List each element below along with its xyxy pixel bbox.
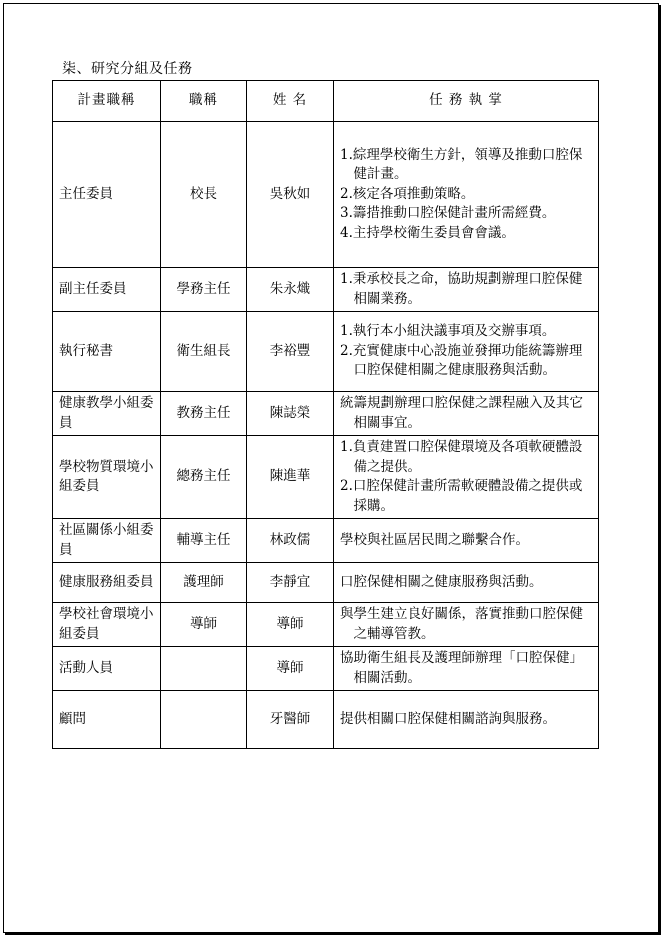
duties-cell bbox=[334, 603, 599, 647]
duty-item: 協助衛生組長及護理師辦理「口腔保健」相關活動。 bbox=[340, 650, 583, 686]
name-cell: 李靜宜 bbox=[247, 563, 334, 603]
title-cell: 學務主任 bbox=[161, 268, 247, 312]
duty-item: 3.籌措推動口腔保健計畫所需經費。 bbox=[340, 205, 556, 222]
role-cell: 副主任委員 bbox=[53, 268, 161, 312]
duty-item: 口腔保健相關之健康服務與活動。 bbox=[340, 573, 543, 590]
duty-item: 學校與社區居民間之聯繫合作。 bbox=[340, 531, 529, 548]
name-cell: 導師 bbox=[247, 647, 334, 691]
title-cell bbox=[161, 647, 247, 691]
title-cell: 導師 bbox=[161, 603, 247, 647]
duties-cell bbox=[334, 436, 599, 519]
duties-cell bbox=[334, 122, 599, 268]
title-cell: 教務主任 bbox=[161, 392, 247, 436]
table-body bbox=[53, 122, 599, 749]
duties-cell bbox=[334, 647, 599, 691]
title-cell: 總務主任 bbox=[161, 436, 247, 519]
role-cell: 執行秘書 bbox=[53, 312, 161, 392]
table-row bbox=[53, 122, 599, 268]
duties-cell bbox=[334, 563, 599, 603]
table-row bbox=[53, 603, 599, 647]
name-cell: 李裕豐 bbox=[247, 312, 334, 392]
name-cell: 導師 bbox=[247, 603, 334, 647]
table-row bbox=[53, 519, 599, 563]
duty-item: 1.綜理學校衛生方針，領導及推動口腔保健計畫。 bbox=[340, 146, 583, 183]
duty-item: 2.核定各項推動策略。 bbox=[340, 185, 475, 202]
title-cell: 衛生組長 bbox=[161, 312, 247, 392]
duty-item: 2.充實健康中心設施並發揮功能統籌辦理口腔保健相關之健康服務與活動。 bbox=[340, 342, 583, 379]
role-cell: 健康教學小組委員 bbox=[53, 392, 161, 436]
table-row bbox=[53, 647, 599, 691]
name-cell: 牙醫師 bbox=[247, 691, 334, 749]
table-row bbox=[53, 268, 599, 312]
name-cell: 陳進華 bbox=[247, 436, 334, 519]
header-role: 計畫職稱 bbox=[53, 81, 161, 122]
task-table bbox=[52, 80, 599, 749]
duties-cell bbox=[334, 268, 599, 312]
duty-item: 統籌規劃辦理口腔保健之課程融入及其它相關事宜。 bbox=[340, 395, 583, 431]
header-duties: 任 務 執 掌 bbox=[334, 81, 599, 122]
duty-item: 2.口腔保健計畫所需軟硬體設備之提供或採購。 bbox=[340, 478, 583, 514]
table-row bbox=[53, 691, 599, 749]
duties-cell bbox=[334, 392, 599, 436]
duties-cell bbox=[334, 691, 599, 749]
duty-item: 1.秉承校長之命，協助規劃辦理口腔保健相關業務。 bbox=[340, 271, 583, 307]
name-cell: 吳秋如 bbox=[247, 122, 334, 268]
header-title: 職稱 bbox=[161, 81, 247, 122]
duty-item: 提供相關口腔保健相關諮詢與服務。 bbox=[340, 710, 556, 727]
name-cell: 朱永熾 bbox=[247, 268, 334, 312]
role-cell: 主任委員 bbox=[53, 122, 161, 268]
table-row bbox=[53, 436, 599, 519]
table-row bbox=[53, 563, 599, 603]
table-header-row bbox=[53, 81, 599, 122]
duties-cell bbox=[334, 519, 599, 563]
duty-item: 4.主持學校衛生委員會會議。 bbox=[340, 224, 515, 241]
table-row bbox=[53, 392, 599, 436]
duties-cell bbox=[334, 312, 599, 392]
role-cell: 學校物質環境小組委員 bbox=[53, 436, 161, 519]
role-cell: 社區關係小組委員 bbox=[53, 519, 161, 563]
name-cell: 陳誌榮 bbox=[247, 392, 334, 436]
role-cell: 顧問 bbox=[53, 691, 161, 749]
role-cell: 活動人員 bbox=[53, 647, 161, 691]
title-cell: 輔導主任 bbox=[161, 519, 247, 563]
table-row bbox=[53, 312, 599, 392]
duty-item: 與學生建立良好關係，落實推動口腔保健之輔導管教。 bbox=[340, 606, 583, 642]
header-name: 姓 名 bbox=[247, 81, 334, 122]
name-cell: 林政儒 bbox=[247, 519, 334, 563]
duty-item: 1.執行本小組決議事項及交辦事項。 bbox=[340, 323, 556, 340]
duty-item: 1.負責建置口腔保健環境及各項軟硬體設備之提供。 bbox=[340, 439, 583, 475]
title-cell: 校長 bbox=[161, 122, 247, 268]
section-title: 柒、研究分組及任務 bbox=[62, 61, 193, 77]
role-cell: 學校社會環境小組委員 bbox=[53, 603, 161, 647]
title-cell bbox=[161, 691, 247, 749]
title-cell: 護理師 bbox=[161, 563, 247, 603]
role-cell: 健康服務組委員 bbox=[53, 563, 161, 603]
